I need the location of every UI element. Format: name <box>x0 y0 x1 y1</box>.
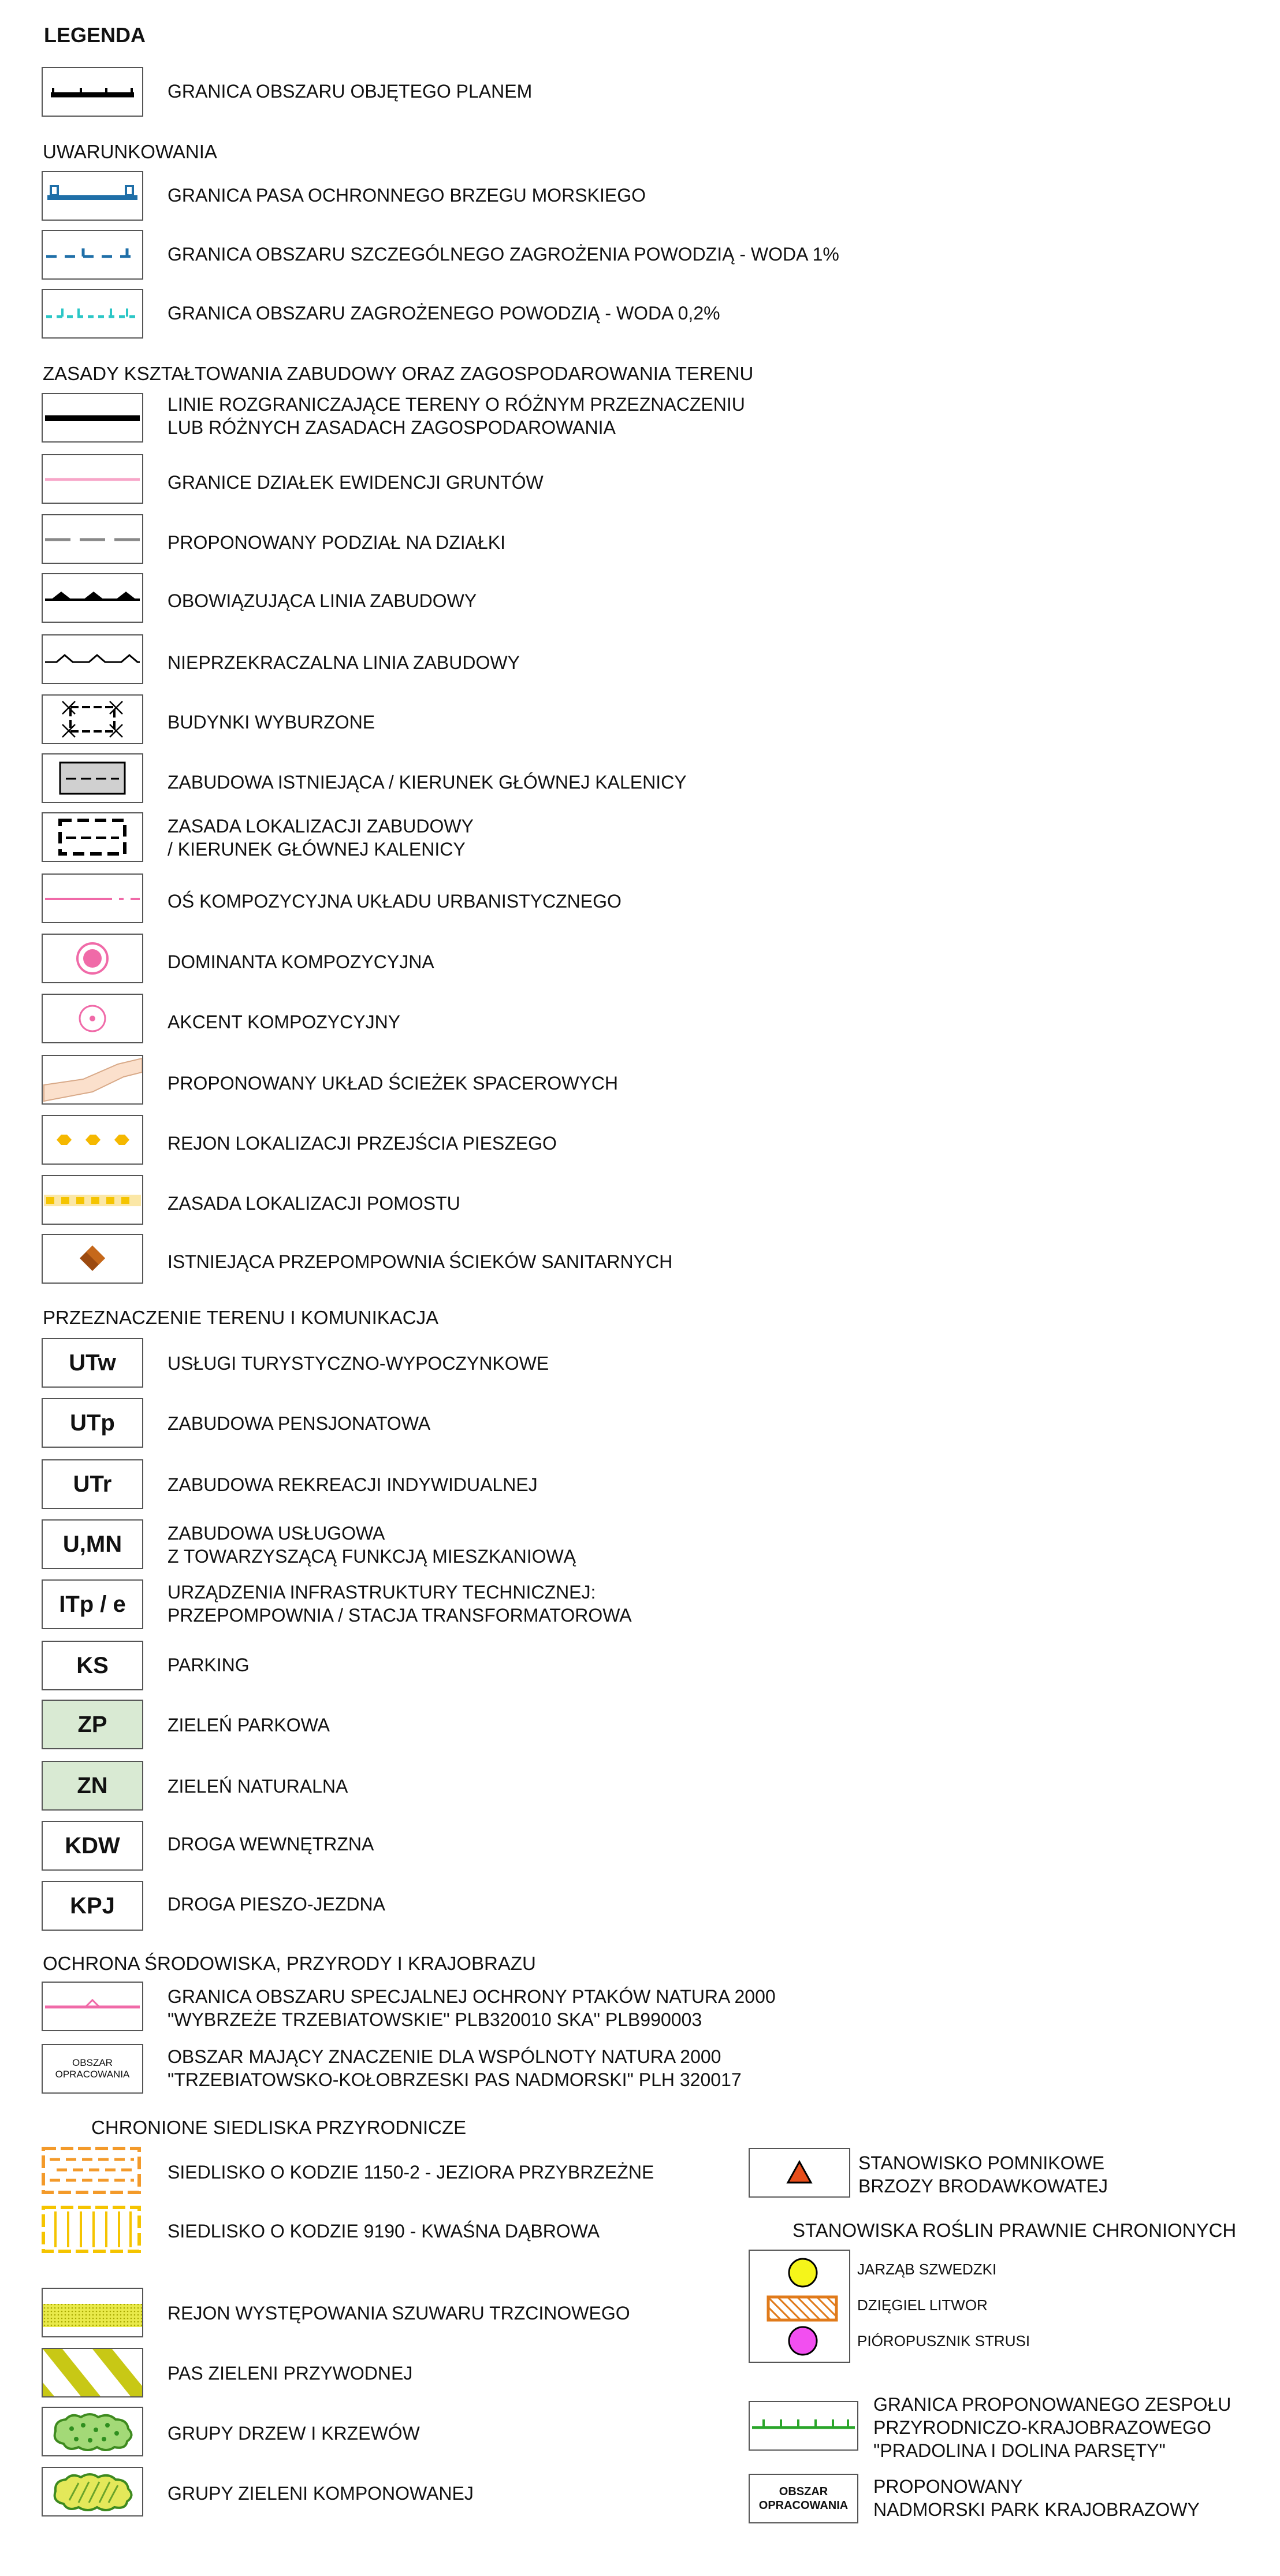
development-label-8: OŚ KOMPOZYCYJNA UKŁADU URBANISTYCZNEGO <box>168 891 622 912</box>
habitats-label-2: REJON WYSTĘPOWANIA SZUWARU TRZCINOWEGO <box>168 2303 630 2324</box>
protection-label-1: OBSZAR MAJĄCY ZNACZENIE DLA WSPÓLNOTY NATURA 2000 "TRZEBIATOWSKO-KOŁOBRZESKI PAS NADMORSKI" PLH 320017 <box>168 2046 742 2090</box>
landuse-code-zp: ZP <box>42 1700 143 1749</box>
development-label-2: PROPONOWANY PODZIAŁ NA DZIAŁKI <box>168 532 506 553</box>
plants-label-1: DZIĘGIEL LITWOR <box>857 2296 988 2314</box>
development-label-3: OBOWIĄZUJĄCA LINIA ZABUDOWY <box>168 590 477 611</box>
symbol-reed-area <box>42 2288 143 2337</box>
habitats-label-1: SIEDLISKO O KODZIE 9190 - KWAŚNA DĄBROWA <box>168 2221 600 2242</box>
symbol-max-building-line <box>42 634 143 684</box>
symbol-monument-birch <box>749 2148 850 2198</box>
development-label-6: ZABUDOWA ISTNIEJĄCA / KIERUNEK GŁÓWNEJ KALENICY <box>168 772 687 793</box>
symbol-composition-axis <box>42 873 143 923</box>
symbol-habitat-1150 <box>42 2147 143 2196</box>
symbol-plan-boundary <box>42 67 143 117</box>
symbol-protected-plants <box>749 2250 850 2363</box>
symbol-flood-02pct <box>42 289 143 339</box>
habitats-label-0: SIEDLISKO O KODZIE 1150-2 - JEZIORA PRZYBRZEŻNE <box>168 2162 654 2183</box>
symbol-waterside-green <box>42 2348 143 2397</box>
section-conditions: UWARUNKOWANIA <box>43 141 217 162</box>
symbol-pier-location <box>42 1175 143 1225</box>
landuse-label-4: URZĄDZENIA INFRASTRUKTURY TECHNICZNEJ: PRZEPOMPOWNIA / STACJA TRANSFORMATOROWA <box>168 1582 632 1626</box>
development-label-13: ZASADA LOKALIZACJI POMOSTU <box>168 1193 460 1214</box>
symbol-trees-shrubs <box>42 2407 143 2456</box>
plants-label-0: JARZĄB SZWEDZKI <box>857 2261 997 2278</box>
plants-label-2: PIÓROPUSZNIK STRUSI <box>857 2332 1030 2350</box>
symbol-natura-habitat-box: OBSZAR OPRACOWANIA <box>42 2044 143 2094</box>
section-landuse: PRZEZNACZENIE TERENU I KOMUNIKACJA <box>43 1307 439 1328</box>
habitats-label-3: PAS ZIELENI PRZYWODNEJ <box>168 2363 413 2384</box>
landuse-code-kpj: KPJ <box>42 1881 143 1931</box>
symbol-walking-paths <box>42 1055 143 1105</box>
landuse-label-5: PARKING <box>168 1655 250 1675</box>
symbol-natura-birds <box>42 1982 143 2031</box>
landuse-label-7: ZIELEŃ NATURALNA <box>168 1776 348 1797</box>
landuse-code-utw: UTw <box>42 1338 143 1388</box>
landuse-label-1: ZABUDOWA PENSJONATOWA <box>168 1413 431 1434</box>
symbol-cadastral-parcels <box>42 454 143 504</box>
symbol-coast-belt <box>42 171 143 221</box>
section-habitats: CHRONIONE SIEDLISKA PRZYRODNICZE <box>91 2117 467 2138</box>
section-plants: STANOWISKA ROŚLIN PRAWNIE CHRONIONYCH <box>792 2220 1237 2241</box>
complex-label: GRANICA PROPONOWANEGO ZESPOŁU PRZYRODNICZO-KRAJOBRAZOWEGO "PRADOLINA I DOLINA PARSĘTY" <box>873 2394 1231 2461</box>
conditions-label-0: GRANICA PASA OCHRONNEGO BRZEGU MORSKIEGO <box>168 185 646 206</box>
conditions-label-1: GRANICA OBSZARU SZCZEGÓLNEGO ZAGROŻENIA POWODZIĄ - WODA 1% <box>168 244 839 265</box>
symbol-dividing-lines <box>42 393 143 443</box>
symbol-building-location-rule <box>42 812 143 862</box>
landuse-label-2: ZABUDOWA REKREACJI INDYWIDUALNEJ <box>168 1474 538 1495</box>
symbol-composed-green <box>42 2467 143 2516</box>
symbol-mandatory-building-line <box>42 573 143 623</box>
development-label-7: ZASADA LOKALIZACJI ZABUDOWY / KIERUNEK GŁÓWNEJ KALENICY <box>168 816 474 860</box>
symbol-proposed-division <box>42 514 143 564</box>
development-label-5: BUDYNKI WYBURZONE <box>168 712 375 733</box>
habitats-label-4: GRUPY DRZEW I KRZEWÓW <box>168 2423 420 2444</box>
development-label-11: PROPONOWANY UKŁAD ŚCIEŻEK SPACEROWYCH <box>168 1073 618 1094</box>
landuse-code-utr: UTr <box>42 1459 143 1509</box>
development-label-4: NIEPRZEKRACZALNA LINIA ZABUDOWY <box>168 652 520 673</box>
symbol-landscape-complex <box>749 2401 858 2451</box>
landuse-code-kdw: KDW <box>42 1821 143 1871</box>
landuse-code-utp: UTp <box>42 1398 143 1448</box>
development-label-12: REJON LOKALIZACJI PRZEJŚCIA PIESZEGO <box>168 1133 557 1154</box>
monument-label: STANOWISKO POMNIKOWE BRZOZY BRODAWKOWATEJ <box>858 2153 1108 2196</box>
symbol-demolished-buildings <box>42 694 143 744</box>
symbol-park-box: OBSZAR OPRACOWANIA <box>749 2474 858 2523</box>
symbol-dominant <box>42 934 143 983</box>
park-label: PROPONOWANY NADMORSKI PARK KRAJOBRAZOWY <box>873 2476 1200 2520</box>
symbol-habitat-9190 <box>42 2206 143 2255</box>
landuse-code-itpe: ITp / e <box>42 1579 143 1629</box>
landuse-label-3: ZABUDOWA USŁUGOWA Z TOWARZYSZĄCĄ FUNKCJĄ MIESZKANIOWĄ <box>168 1523 576 1567</box>
landuse-label-9: DROGA PIESZO-JEZDNA <box>168 1894 385 1915</box>
development-label-0: LINIE ROZGRANICZAJĄCE TERENY O RÓŻNYM PRZEZNACZENIU LUB RÓŻNYCH ZASADACH ZAGOSPODAROWANIA <box>168 394 745 438</box>
development-label-14: ISTNIEJĄCA PRZEPOMPOWNIA ŚCIEKÓW SANITARNYCH <box>168 1251 673 1272</box>
legend-title: LEGENDA <box>44 23 146 47</box>
protection-label-0: GRANICA OBSZARU SPECJALNEJ OCHRONY PTAKÓW NATURA 2000 "WYBRZEŻE TRZEBIATOWSKIE" PLB320010 SKA" PLB990003 <box>168 1986 776 2030</box>
habitats-label-5: GRUPY ZIELENI KOMPONOWANEJ <box>168 2483 474 2504</box>
landuse-code-ks: KS <box>42 1641 143 1690</box>
development-label-10: AKCENT KOMPOZYCYJNY <box>168 1012 401 1032</box>
section-protection: OCHRONA ŚRODOWISKA, PRZYRODY I KRAJOBRAZU <box>43 1953 536 1974</box>
symbol-pedestrian-crossing <box>42 1115 143 1165</box>
section-development: ZASADY KSZTAŁTOWANIA ZABUDOWY ORAZ ZAGOSPODAROWANIA TERENU <box>43 363 754 384</box>
development-label-9: DOMINANTA KOMPOZYCYJNA <box>168 951 434 972</box>
symbol-existing-buildings <box>42 753 143 803</box>
plan-boundary-label: GRANICA OBSZARU OBJĘTEGO PLANEM <box>168 81 533 102</box>
symbol-accent <box>42 994 143 1043</box>
development-label-1: GRANICE DZIAŁEK EWIDENCJI GRUNTÓW <box>168 472 544 493</box>
landuse-label-8: DROGA WEWNĘTRZNA <box>168 1834 374 1854</box>
landuse-code-zn: ZN <box>42 1761 143 1811</box>
landuse-label-0: USŁUGI TURYSTYCZNO-WYPOCZYNKOWE <box>168 1353 549 1374</box>
symbol-pumping-station <box>42 1234 143 1284</box>
landuse-label-6: ZIELEŃ PARKOWA <box>168 1715 330 1735</box>
conditions-label-2: GRANICA OBSZARU ZAGROŻENEGO POWODZIĄ - WODA 0,2% <box>168 303 720 324</box>
landuse-code-umn: U,MN <box>42 1519 143 1569</box>
symbol-flood-1pct <box>42 230 143 280</box>
